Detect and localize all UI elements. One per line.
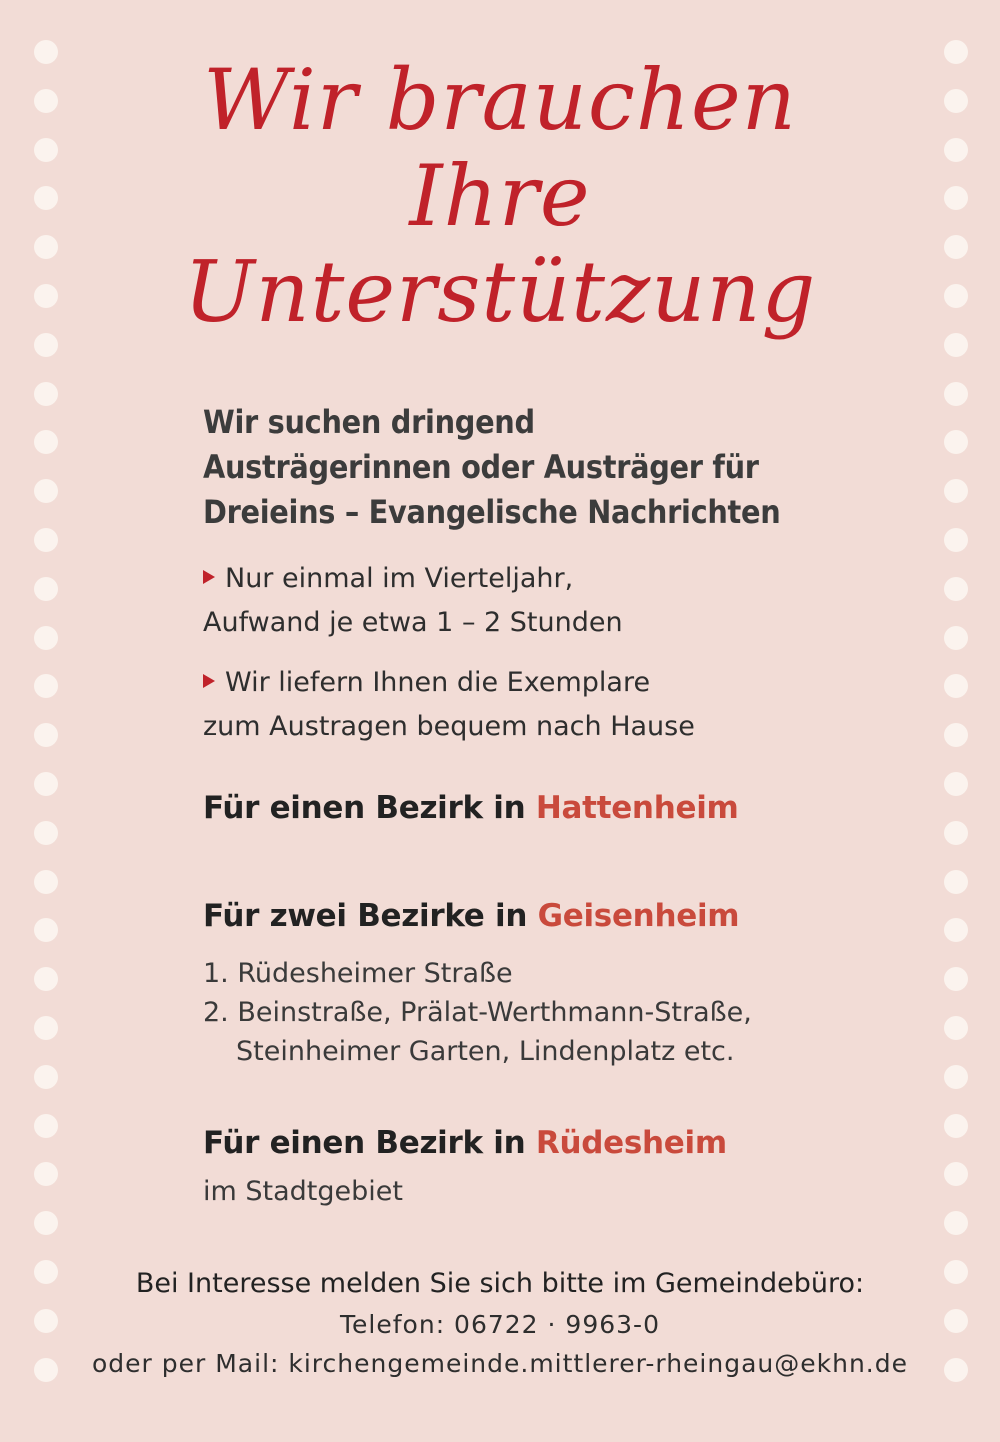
district-ruedesheim: [203, 1123, 923, 1163]
district-town: Hattenheim: [535, 790, 739, 826]
headline: [0, 52, 1000, 340]
perforation-dot: [944, 479, 968, 503]
perforation-dot: [34, 1211, 58, 1235]
perforation-dot: [944, 967, 968, 991]
perforation-dot: [34, 479, 58, 503]
perforation-dot: [944, 1016, 968, 1040]
perforation-dot: [34, 821, 58, 845]
district-note: im Stadtgebiet: [203, 1176, 403, 1207]
district-hattenheim: [203, 788, 923, 828]
list-item: 1. Rüdesheimer Straße: [203, 958, 513, 989]
perforation-dot: [944, 674, 968, 698]
perforation-dot: [944, 1114, 968, 1138]
perforation-dot: [34, 723, 58, 747]
ruedesheim-note: [203, 1172, 923, 1211]
triangle-bullet-icon: [203, 570, 215, 584]
perforation-dot: [34, 1162, 58, 1186]
district-prefix: Für einen Bezirk in: [203, 1125, 536, 1161]
perforation-dot: [944, 723, 968, 747]
district-geisenheim: [203, 896, 923, 936]
perforation-dot: [34, 528, 58, 552]
perforation-dot: [34, 626, 58, 650]
perforation-dot: [944, 821, 968, 845]
perforation-dot: [34, 870, 58, 894]
perforation-dot: [34, 967, 58, 991]
perforation-dot: [944, 1211, 968, 1235]
perforation-dot: [944, 577, 968, 601]
headline-line-3: Unterstützung: [183, 243, 817, 341]
perforation-dot: [944, 528, 968, 552]
bullet-text-continued: Aufwand je etwa 1 – 2 Stunden: [203, 607, 623, 638]
perforation-dot: [944, 870, 968, 894]
district-prefix: Für zwei Bezirke in: [203, 898, 538, 934]
perforation-dot: [34, 918, 58, 942]
list-item: 2. Beinstraße, Prälat-Werthmann-Straße,: [203, 997, 752, 1028]
bullet-text-continued: zum Austragen bequem nach Hause: [203, 711, 695, 742]
perforation-dot: [34, 674, 58, 698]
headline-line-1: Wir brauchen: [203, 51, 797, 149]
bullet-item-frequency: [203, 557, 923, 645]
district-town: Rüdesheim: [535, 1125, 727, 1161]
perforation-dot: [34, 1065, 58, 1089]
perforation-dot: [944, 626, 968, 650]
contact-phone: Telefon: 06722 · 9963-0: [340, 1310, 660, 1339]
headline-line-2: Ihre: [409, 147, 591, 245]
district-prefix: Für einen Bezirk in: [203, 790, 536, 826]
perforation-dot: [944, 918, 968, 942]
bullet-text: Nur einmal im Vierteljahr,: [225, 563, 574, 594]
intro-line-2: Austrägerinnen oder Austräger für: [203, 448, 759, 486]
contact-heading: Bei Interesse melden Sie sich bitte im Gemeindebüro:: [135, 1268, 865, 1299]
geisenheim-street-list: [203, 954, 923, 1071]
perforation-dot: [34, 772, 58, 796]
perforation-dot: [34, 577, 58, 601]
perforation-dot: [944, 1162, 968, 1186]
intro-line-3: Dreieins – Evangelische Nachrichten: [203, 493, 781, 531]
perforation-dot: [34, 1114, 58, 1138]
perforation-dot: [34, 1016, 58, 1040]
bullet-text: Wir liefern Ihnen die Exemplare: [225, 667, 651, 698]
contact-mail: oder per Mail: kirchengemeinde.mittlerer-rheingau@ekhn.de: [91, 1349, 908, 1378]
perforation-dot: [944, 382, 968, 406]
perforation-dot: [944, 772, 968, 796]
perforation-dot: [34, 430, 58, 454]
intro-line-1: Wir suchen dringend: [203, 403, 535, 441]
district-town: Geisenheim: [537, 898, 740, 934]
perforation-dot: [944, 430, 968, 454]
perforation-dot: [34, 382, 58, 406]
list-item: Steinheimer Garten, Lindenplatz etc.: [236, 1036, 735, 1067]
triangle-bullet-icon: [203, 674, 215, 688]
perforation-dot: [944, 1065, 968, 1089]
intro-text: [203, 400, 923, 535]
bullet-item-delivery: [203, 661, 923, 749]
